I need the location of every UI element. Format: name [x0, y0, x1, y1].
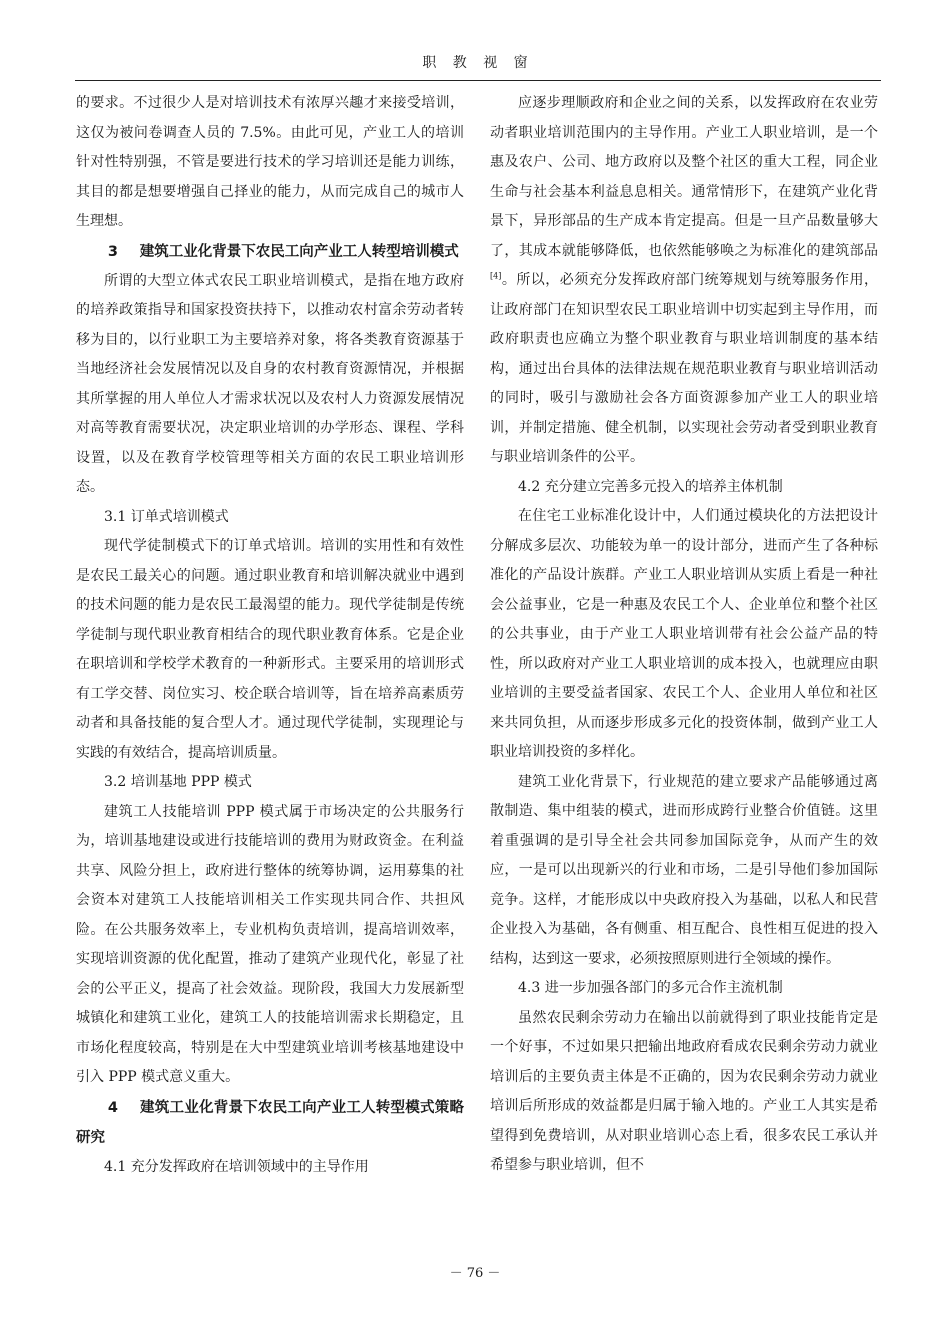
paragraph: 的要求。不过很少人是对培训技术有浓厚兴趣才来接受培训，这仅为被问卷调查人员的 7.5%。由此可见，产业工人的培训针对性特别强，不管是要进行技术的学习培训还是能力训练，其目的都是想要增强自己择业的能力，从而完成自己的城市人生理想。 — [76, 95, 464, 229]
subsection-heading-3-1: 3.1 订单式培训模式 — [104, 508, 229, 525]
paragraph: 在住宅工业标准化设计中，人们通过模块化的方法把设计分解成多层次、功能较为单一的设计部分，进而产生了各种标准化的产品设计族群。产业工人职业培训从实质上看是一种社会公益事业，它是一种惠及农民工个人、企业单位和整个社区的公共事业，由于产业工人职业培训带有社会公益产品的特性，所以政府对产业工人职业培训的成本投入，也就理应由职业培训的主要受益者国家、农民工个人、企业用人单位和社区来共同负担，从而逐步形成多元化的投资体制，做到产业工人职业培训投资的多样化。 — [490, 508, 878, 760]
paragraph-text: 。所以，必须充分发挥政府部门统筹规划与统筹服务作用，让政府部门在知识型农民工职业培训中切实起到主导作用，而政府职责也应确立为整个职业教育与职业培训制度的基本结构，通过出台具体的法律法规在规范职业教育与职业培训活动的同时，吸引与激励社会各方面资源参加产业工人的职业培训，并制定措施、健全机制，以实现社会劳动者受到职业教育与职业培训条件的公平。 — [490, 272, 878, 465]
section-number: 3 — [107, 243, 118, 260]
right-column — [490, 89, 878, 1181]
citation-ref: [4] — [490, 271, 502, 281]
section-number: 4 — [107, 1099, 118, 1116]
section-title: 建筑工业化背景下农民工向产业工人转型培训模式 — [139, 243, 459, 260]
running-header: 职 教 视 窗 — [422, 55, 534, 71]
paragraph: 建筑工业化背景下，行业规范的建立要求产品能够通过离散制造、集中组装的模式，进而形成跨行业整合价值链。这里着重强调的是引导全社会共同参加国际竞争，从而产生的效应，一是可以出现新兴的行业和市场，二是引导他们参加国际竞争。这样，才能形成以中央政府投入为基础，以私人和民营企业投入为基础，各有侧重、相互配合、良性相互促进的投入结构，达到这一要求，必须按照原则进行全领域的操作。 — [490, 773, 878, 967]
paragraph: 所谓的大型立体式农民工职业培训模式，是指在地方政府的培养政策指导和国家投资扶持下，以推动农村富余劳动者转移为目的，以行业职工为主要培养对象，将各类教育资源基于当地经济社会发展情况以及自身的农村教育资源情况，并根据其所掌握的用人单位人才需求状况以及农村人力资源发展情况对高等教育需要状况，决定职业培训的办学形态、课程、学科设置，以及在教育学校管理等相关方面的农民工职业培训形态。 — [76, 272, 464, 495]
subsection-heading-3-2: 3.2 培训基地 PPP 模式 — [104, 774, 252, 790]
section-heading-3 — [76, 237, 464, 267]
subsection-heading-4-1: 4.1 充分发挥政府在培训领域中的主导作用 — [104, 1158, 369, 1175]
page-number: － 76 － — [449, 1266, 501, 1281]
paragraph — [490, 89, 878, 473]
header-rule — [75, 80, 881, 81]
paragraph: 现代学徒制模式下的订单式培训。培训的实用性和有效性是农民工最关心的问题。通过职业教育和培训解决就业中遇到的技术问题的能力是农民工最渴望的能力。现代学徒制是传统学徒制与现代职业教育相结合的现代职业教育体系。它是企业在职培训和学校学术教育的一种新形式。主要采用的培训形式有工学交替、岗位实习、校企联合培训等，旨在培养高素质劳动者和具备技能的复合型人才。通过现代学徒制，实现理论与实践的有效结合，提高培训质量。 — [76, 538, 464, 761]
left-column — [76, 89, 464, 1182]
section-heading-4 — [76, 1093, 464, 1153]
paragraph: 建筑工人技能培训 PPP 模式属于市场决定的公共服务行为，培训基地建设或进行技能培训的费用为财政资金。在利益共享、风险分担上，政府进行整体的统筹协调，运用募集的社会资本对建筑工人技能培训相关工作实现共同合作、共担风险。在公共服务效率上，专业机构负责培训，提高培训效率，实现培训资源的优化配置，推动了建筑产业现代化，彰显了社会的公平正义，提高了社会效益。现阶段，我国大力发展新型城镇化和建筑工业化，建筑工人的技能培训需求长期稳定，且市场化程度较高，特别是在大中型建筑业培训考核基地建设中引入 PPP 模式意义重大。 — [76, 803, 464, 1085]
paragraph: 虽然农民剩余劳动力在输出以前就得到了职业技能肯定是一个好事，不过如果只把输出地政府看成农民剩余劳动力就业培训后的主要负责主体是不正确的，因为农民剩余劳动力就业培训后所形成的效益都是归属于输入地的。产业工人其实是希望得到免费培训，从对职业培训心态上看，很多农民工承认并希望参与职业培训，但不 — [490, 1009, 878, 1173]
subsection-heading-4-3: 4.3 进一步加强各部门的多元合作主流机制 — [518, 980, 783, 996]
section-title: 建筑工业化背景下农民工向产业工人转型模式策略研究 — [76, 1099, 464, 1146]
subsection-heading-4-2: 4.2 充分建立完善多元投入的培养主体机制 — [518, 478, 783, 495]
paragraph-text: 应逐步理顺政府和企业之间的关系，以发挥政府在农业劳动者职业培训范围内的主导作用。产业工人职业培训，是一个惠及农户、公司、地方政府以及整个社区的重大工程，同企业生命与社会基本利益息息相关。通常情形下，在建筑产业化背景下，异形部品的生产成本肯定提高。但是一旦产品数量够大了，其成本就能够降低，也依然能够唤之为标准化的建筑部品 — [490, 95, 878, 259]
